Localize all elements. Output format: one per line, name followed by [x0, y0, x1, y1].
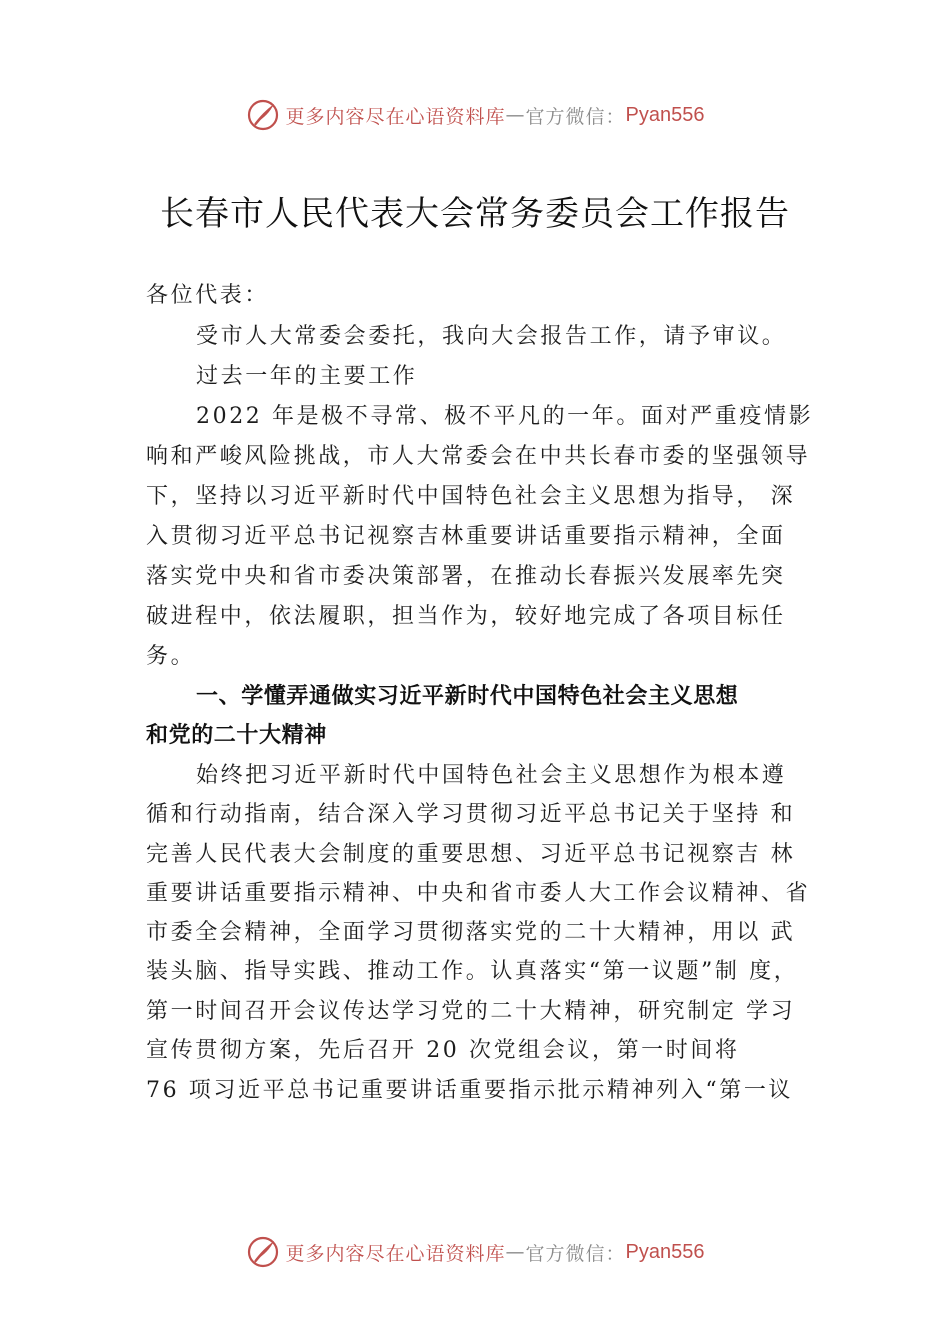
- banner-wechat-id: Pyan556: [625, 103, 705, 126]
- paragraph-line: 落实党中央和省市委决策部署，在推动长春振兴发展率先突: [146, 564, 786, 589]
- document-title: 长春市人民代表大会常务委员会工作报告: [160, 194, 790, 234]
- paragraph-line: 破进程中，依法履职，担当作为，较好地完成了各项目标任: [146, 604, 786, 629]
- paragraph-line: 响和严峻风险挑战，市人大常委会在中共长春市委的坚强领导: [146, 444, 811, 469]
- paragraph-line: 第一时间召开会议传达学习党的二十大精神，研究制定 学习: [146, 999, 796, 1024]
- section-heading: 和党的二十大精神: [146, 723, 327, 748]
- paragraph-line: 76 项习近平总书记重要讲话重要指示批示精神列入“第一议: [146, 1078, 794, 1103]
- paragraph-line: 下，坚持以习近平新时代中国特色社会主义思想为指导， 深: [146, 484, 796, 509]
- banner-dash: —: [505, 104, 526, 126]
- banner-library-text: 更多内容尽在心语资料库: [285, 105, 506, 128]
- banner-dash: —: [505, 1241, 526, 1263]
- paragraph-line: 2022 年是极不寻常、极不平凡的一年。面对严重疫情影: [196, 404, 814, 429]
- paragraph-line: 循和行动指南，结合深入学习贯彻习近平总书记关于坚持 和: [146, 802, 796, 827]
- header-watermark-banner: [0, 95, 950, 135]
- quill-pen-logo-icon: [246, 98, 280, 132]
- banner-wechat-id: Pyan556: [625, 1240, 705, 1263]
- paragraph-line: 过去一年的主要工作: [196, 364, 418, 389]
- paragraph-line: 完善人民代表大会制度的重要思想、习近平总书记视察吉 林: [146, 842, 796, 867]
- quill-pen-logo-icon: [246, 1235, 280, 1269]
- paragraph-line: 始终把习近平新时代中国特色社会主义思想作为根本遵: [196, 763, 787, 788]
- paragraph-line: 入贯彻习近平总书记视察吉林重要讲话重要指示精神，全面: [146, 524, 786, 549]
- banner-library-text: 更多内容尽在心语资料库: [285, 1242, 506, 1265]
- paragraph-line: 装头脑、指导实践、推动工作。认真落实“第一议题”制 度，: [146, 959, 799, 984]
- paragraph-line: 宣传贯彻方案，先后召开 20 次党组会议，第一时间将: [146, 1038, 740, 1063]
- salutation: 各位代表：: [146, 283, 270, 308]
- footer-watermark-banner: [0, 1232, 950, 1272]
- banner-wechat-label: 官方微信：: [525, 105, 626, 128]
- section-heading: 一、学懂弄通做实习近平新时代中国特色社会主义思想: [196, 684, 739, 709]
- banner-wechat-label: 官方微信：: [525, 1242, 626, 1265]
- paragraph-line: 务。: [146, 644, 196, 669]
- paragraph-line: 受市人大常委会委托，我向大会报告工作，请予审议。: [196, 324, 787, 349]
- paragraph-line: 重要讲话重要指示精神、中央和省市委人大工作会议精神、省: [146, 881, 811, 906]
- paragraph-line: 市委全会精神，全面学习贯彻落实党的二十大精神，用以 武: [146, 920, 796, 945]
